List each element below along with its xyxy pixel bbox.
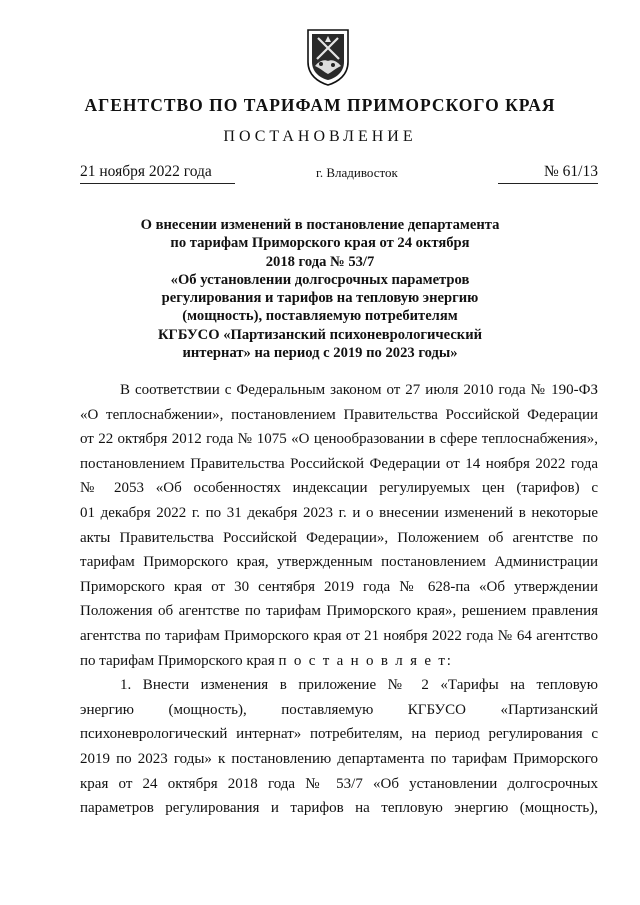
primorsky-krai-coat-of-arms-icon	[305, 28, 351, 86]
body-line: параметров регулирования и тарифов на тепловую энергию (мощность),	[80, 800, 598, 817]
body-line: № 2053 «Об особенностях индексации регулируемых цен (тарифов) с	[80, 480, 598, 497]
body-line: психоневрологический интернат» потребителям, на период регулирования с	[80, 726, 598, 743]
title-line: (мощность), поставляемую потребителям	[182, 308, 458, 325]
document-city: г. Владивосток	[316, 165, 398, 180]
body-line: тарифам Приморского края, утвержденным постановлением Администрации	[80, 554, 598, 571]
body-line: Приморского края от 30 сентября 2019 года № 628-па «Об утверждении	[80, 578, 598, 595]
body-line: 1. Внести изменения в приложение № 2 «Тарифы на тепловую	[120, 677, 598, 694]
body-line-resolves	[80, 649, 598, 674]
document-body	[80, 378, 598, 821]
title-line: КГБУСО «Партизанский психоневрологический	[157, 326, 483, 343]
resolves-word: п о с т а н о в л я е т:	[278, 652, 453, 669]
body-line: «О теплоснабжении», постановлением Правительства Российской Федерации	[80, 406, 598, 423]
title-line: О внесении изменений в постановление департамента	[140, 217, 500, 233]
date-underline	[80, 183, 235, 184]
body-line: постановлением Правительства Российской Федерации от 14 ноября 2022 года	[80, 455, 598, 472]
body-line: В соответствии с Федеральным законом от 27 июля 2010 года № 190-ФЗ	[120, 382, 598, 398]
body-line: акты Правительства Российской Федерации», Положением об агентстве по	[80, 529, 598, 546]
body-line: 01 декабря 2022 г. по 31 декабря 2023 г. и о внесении изменений в некоторые	[80, 504, 598, 521]
body-line: энергию (мощность), поставляемую КГБУСО «Партизанский	[80, 701, 598, 718]
title-line: «Об установлении долгосрочных параметров	[170, 271, 470, 288]
document-title	[120, 216, 520, 362]
number-underline	[498, 183, 598, 184]
body-line: агентства по тарифам Приморского края от 21 ноября 2022 года № 64 агентство	[80, 627, 598, 644]
resolves-prefix: по тарифам Приморского края	[80, 652, 279, 669]
document-date: 21 ноября 2022 года	[80, 163, 212, 180]
title-line: по тарифам Приморского края от 24 октября	[170, 235, 470, 252]
body-line: Положения об агентстве по тарифам Приморского края», решением правления	[80, 603, 598, 620]
title-line: 2018 года № 53/7	[265, 253, 375, 270]
body-line: края от 24 октября 2018 года № 53/7 «Об установлении долгосрочных	[80, 775, 598, 792]
title-line: регулирования и тарифов на тепловую энергию	[161, 290, 479, 307]
body-line: 2019 по 2023 годы» к постановлению департамента по тарифам Приморского	[80, 750, 598, 767]
title-line: интернат» на период с 2019 по 2023 годы»	[182, 345, 458, 362]
document-number: № 61/13	[544, 163, 598, 180]
agency-name: АГЕНТСТВО ПО ТАРИФАМ ПРИМОРСКОГО КРАЯ	[84, 95, 556, 115]
document-type: ПОСТАНОВЛЕНИЕ	[223, 128, 417, 145]
body-line: от 22 октября 2012 года № 1075 «О ценообразовании в сфере теплоснабжения»,	[80, 431, 598, 448]
